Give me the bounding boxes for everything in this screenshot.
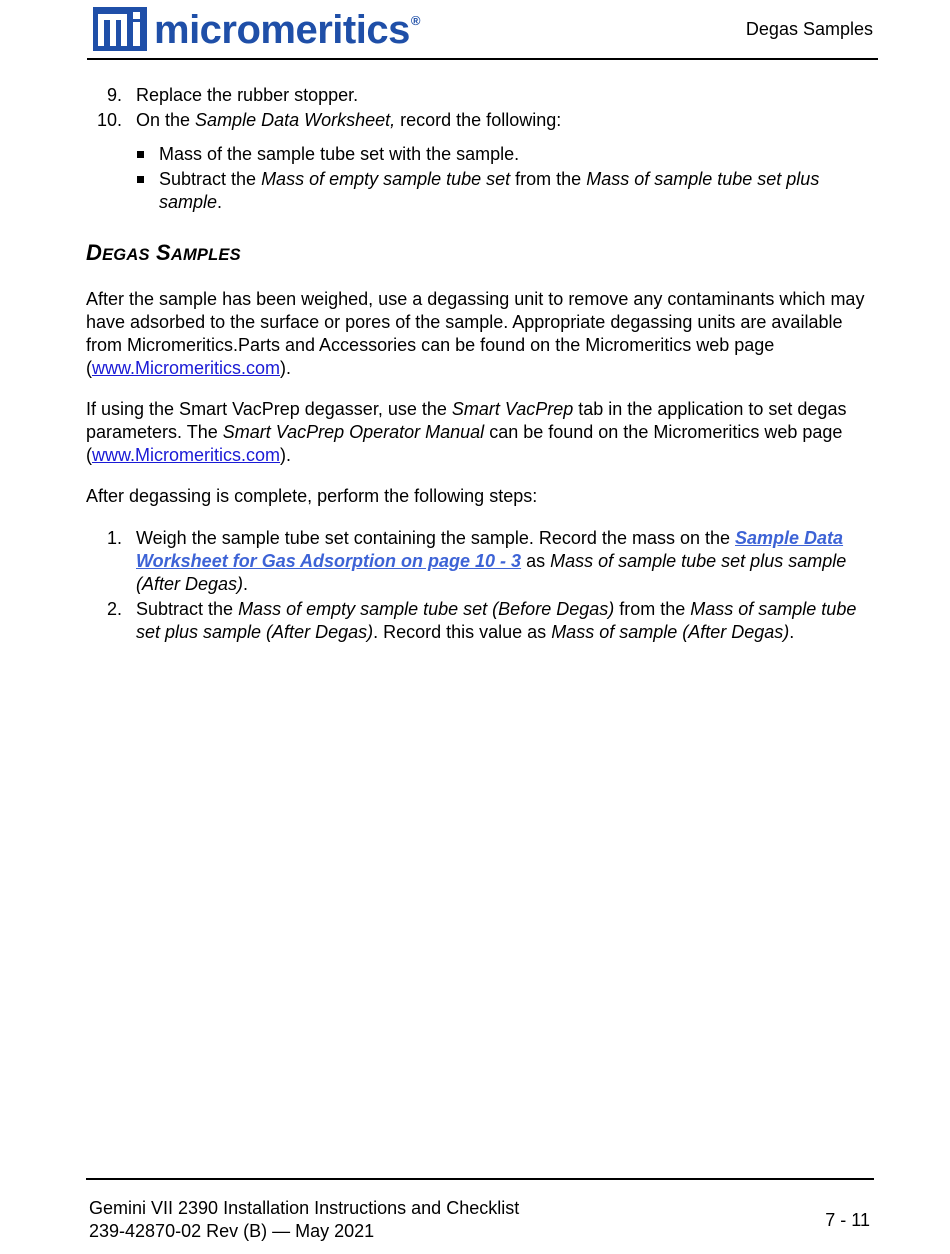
square-bullet-icon (137, 151, 144, 158)
step-text: Weigh the sample tube set containing the sample. Record the mass on the Sample Data Worksheet for Gas Adsorption on page 10 - 3 as Mass of sample tube set plus sample (After Degas). (136, 528, 847, 594)
square-bullet-icon (137, 176, 144, 183)
step-text: On the Sample Data Worksheet, record the following: (136, 110, 562, 130)
step-number: 9. (106, 85, 122, 105)
header-divider (87, 58, 878, 60)
bullet-text: Mass of the sample tube set with the sample. (159, 144, 520, 164)
step-number: 1. (106, 528, 122, 548)
running-header-title: Degas Samples (745, 19, 873, 39)
step-number: 10. (96, 110, 122, 130)
step-text: Subtract the Mass of empty sample tube set (Before Degas) from the Mass of sample tube set plus sample (After Degas). Record this value as Mass of sample (After Degas). (136, 599, 857, 642)
footer-document-title: Gemini VII 2390 Installation Instructions and Checklist (89, 1198, 520, 1218)
section-heading: DEGAS SAMPLES (86, 240, 241, 265)
micromeritics-web-link[interactable]: www.Micromeritics.com (92, 358, 281, 378)
micromeritics-web-link[interactable]: www.Micromeritics.com (92, 445, 281, 465)
micromeritics-logo-icon (93, 7, 147, 51)
step-number: 2. (106, 599, 122, 619)
paragraph: After the sample has been weighed, use a degassing unit to remove any contaminants which may have adsorbed to the surface or pores of the sample. Appropriate degassing units are available from Micromeritics.Parts and Accessories can be found on the Micromeritics web page (www.Micromeritics.com). (86, 289, 865, 378)
company-logo (93, 6, 420, 52)
worksheet-cross-reference-link[interactable]: Sample Data Worksheet for Gas Adsorption on page 10 - 3 (136, 528, 844, 571)
footer-document-revision: 239-42870-02 Rev (B) — May 2021 (89, 1221, 375, 1241)
paragraph: If using the Smart VacPrep degasser, use the Smart VacPrep tab in the application to set degas parameters. The Smart VacPrep Operator Manual can be found on the Micromeritics web page (www.Micromeritics.com). (86, 399, 847, 465)
page-number: 7 - 11 (825, 1210, 870, 1230)
step-text: Replace the rubber stopper. (136, 85, 359, 105)
footer-divider (86, 1178, 874, 1180)
brand-name: micromeritics® (154, 8, 420, 52)
bullet-text: Subtract the Mass of empty sample tube set from the Mass of sample tube set plus sample. (159, 169, 820, 212)
paragraph: After degassing is complete, perform the following steps: (86, 486, 538, 506)
